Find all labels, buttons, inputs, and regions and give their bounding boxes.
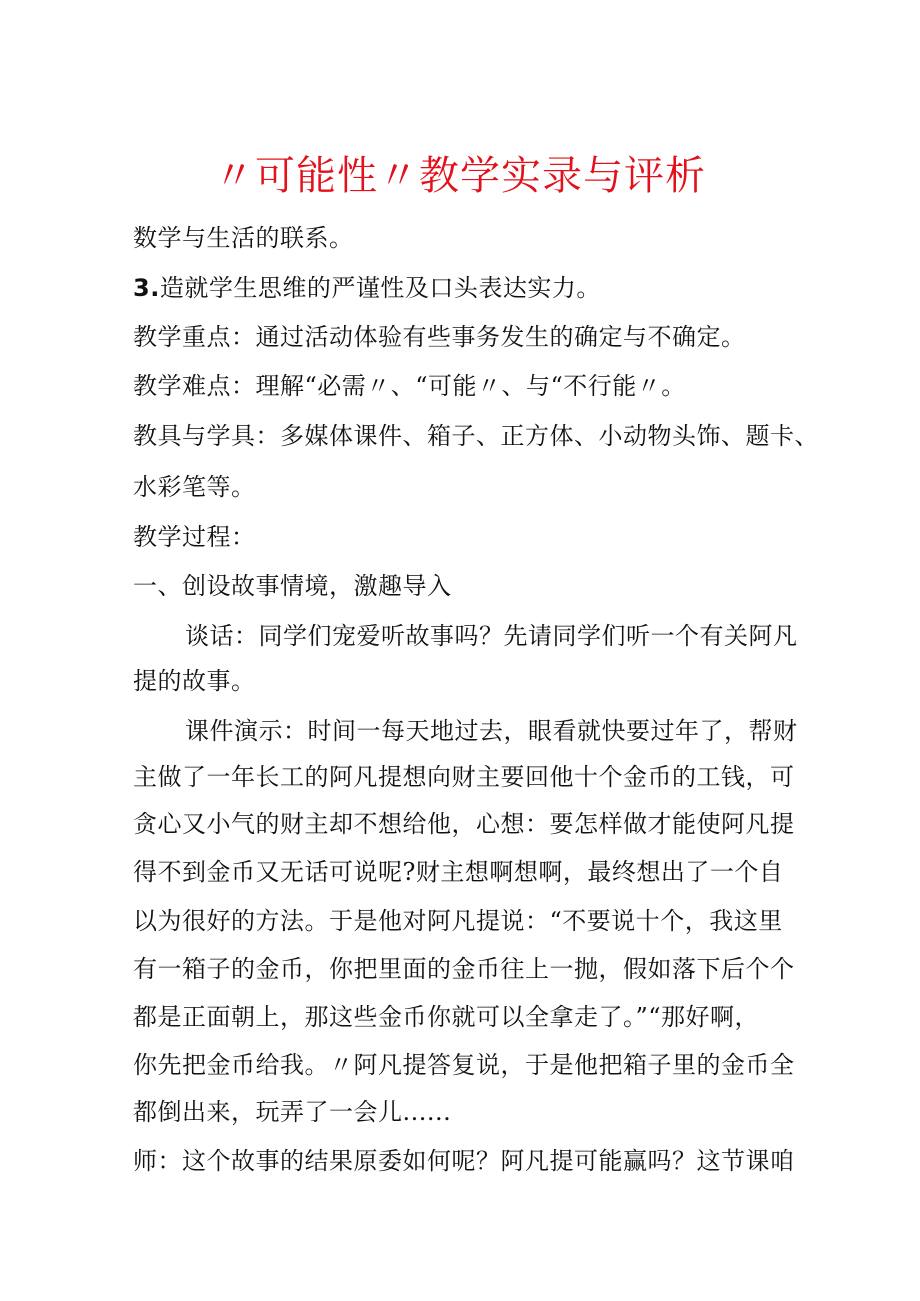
- paragraph-line: 水彩笔等。: [133, 473, 256, 501]
- paragraph-line: 谈话：同学们宠爱听故事吗？先请同学们听一个有关阿凡: [185, 622, 798, 650]
- paragraph-line: 有一箱子的金币，你把里面的金币往上一抛，假如落下后个个: [133, 955, 795, 983]
- paragraph-line: 师：这个故事的结果原委如何呢？阿凡提可能赢吗？这节课咱: [133, 1147, 795, 1175]
- paragraph-line: 教学过程：: [133, 523, 256, 551]
- paragraph-line: 数学与生活的联系。: [133, 224, 354, 252]
- paragraph-line: 教学重点：通过活动体验有些事务发生的确定与不确定。: [133, 323, 746, 351]
- numbered-item: [133, 268, 601, 308]
- paragraph-line: 教学难点：理解“必需〃、“可能〃、与“不行能〃。: [133, 372, 686, 400]
- document-title: 〃可能性〃教学实录与评析: [214, 153, 706, 199]
- item-number: 3.: [133, 274, 160, 302]
- paragraph-line: 提的故事。: [133, 667, 256, 695]
- paragraph-line: 都倒出来，玩弄了一会儿......: [133, 1098, 452, 1126]
- paragraph-line: 以为很好的方法。于是他对阿凡提说：“不要说十个，我这里: [133, 907, 783, 935]
- section-heading: 一、创设故事情境，激趣导入: [133, 572, 452, 600]
- paragraph-line: 教具与学具：多媒体课件、箱子、正方体、小动物头饰、题卡、: [133, 422, 819, 450]
- paragraph-line: 造就学生思维的严谨性及口头表达实力。: [159, 274, 601, 302]
- paragraph-line: 都是正面朝上，那这些金币你就可以全拿走了。”“那好啊，: [133, 1003, 760, 1031]
- paragraph-line: 得不到金币又无话可说呢?财主想啊想啊，最终想出了一个自: [133, 858, 784, 886]
- paragraph-line: 你先把金币给我。〃阿凡提答复说，于是他把箱子里的金币全: [133, 1051, 795, 1079]
- paragraph-line: 主做了一年长工的阿凡提想向财主要回他十个金币的工钱，可: [133, 763, 795, 791]
- paragraph-line: 课件演示：时间一每天地过去，眼看就快要过年了，帮财: [185, 717, 798, 745]
- paragraph-line: 贪心又小气的财主却不想给他，心想：要怎样做才能使阿凡提: [133, 810, 795, 838]
